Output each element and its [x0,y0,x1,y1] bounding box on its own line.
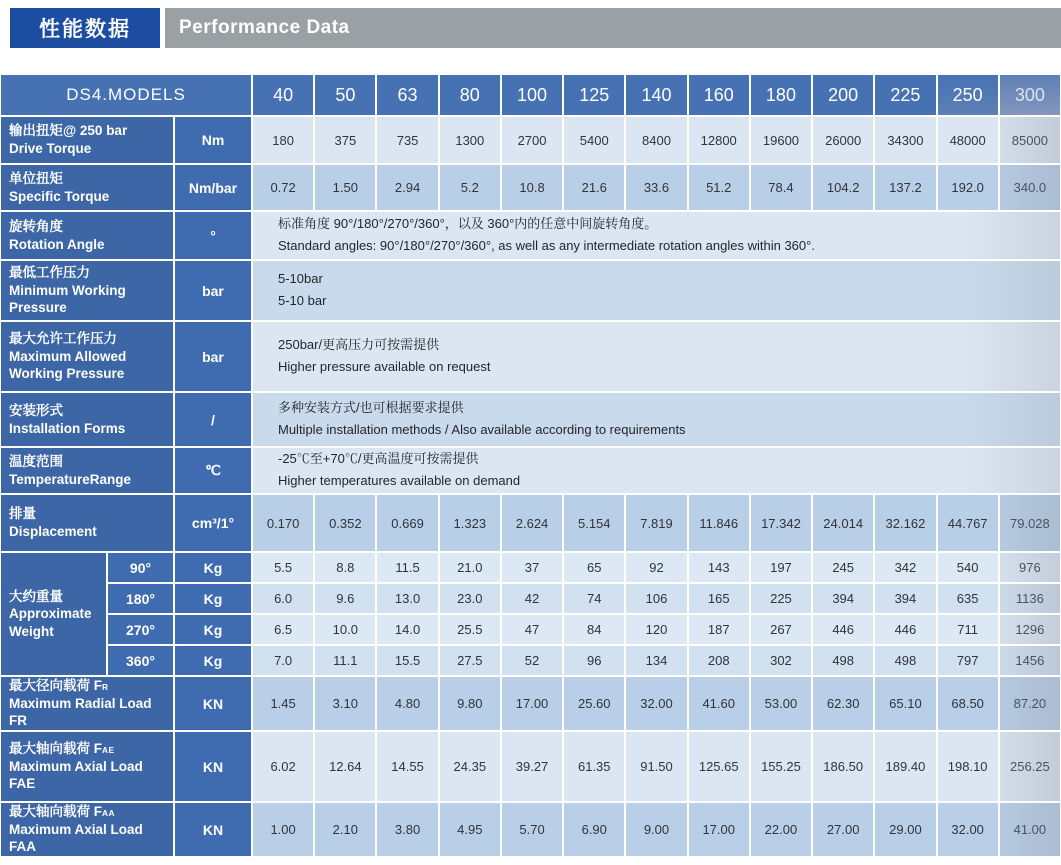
value-cell: 96 [564,646,624,675]
angle-sub-label: 360° [108,646,173,675]
row-label-zh: 输出扭矩@ 250 bar [9,123,128,139]
value-cell: 51.2 [689,165,749,210]
value-cell: 53.00 [751,677,811,730]
value-cell: 5.5 [253,553,313,582]
note-zh: -25℃至+70℃/更高温度可按需提供 [278,451,479,467]
value-cell: 180 [253,117,313,163]
row-unit: bar [175,322,251,391]
value-cell: 39.27 [502,732,562,801]
value-cell: 29.00 [875,803,935,856]
note-zh: 多种安装方式/也可根据要求提供 [278,400,464,416]
row-label-en: Maximum Radial Load FR [9,695,152,729]
value-cell: 37 [502,553,562,582]
value-cell: 1.323 [440,495,500,551]
value-cell: 340.0 [1000,165,1060,210]
value-cell: 197 [751,553,811,582]
value-cell: 17.342 [751,495,811,551]
row-label [1,117,173,163]
row-label-group [1,553,106,675]
row-unit: ° [175,212,251,259]
row-note [253,448,1060,493]
row-label [1,448,173,493]
value-cell: 44.767 [938,495,998,551]
row-label-zh-subscript: AE [102,745,115,756]
model-column-header: 40 [253,75,313,115]
row-label-en: Installation Forms [9,420,126,436]
value-cell: 189.40 [875,732,935,801]
value-cell: 394 [875,584,935,613]
row-unit: KN [175,803,251,856]
value-cell: 797 [938,646,998,675]
value-cell: 137.2 [875,165,935,210]
row-label-en: Displacement [9,524,97,539]
value-cell: 25.5 [440,615,500,644]
value-cell: 13.0 [377,584,437,613]
model-column-header: 250 [938,75,998,115]
value-cell: 711 [938,615,998,644]
row-label-zh: 最大轴向载荷 FAE [9,741,115,757]
value-cell: 65 [564,553,624,582]
table-corner-header: DS4.MODELS [1,75,251,115]
note-en: Standard angles: 90°/180°/270°/360°, as well as any intermediate rotation angles within 360°. [278,238,815,253]
row-unit: KN [175,677,251,730]
row-label [1,261,173,320]
model-column-header: 125 [564,75,624,115]
value-cell: 5.70 [502,803,562,856]
row-label [1,732,173,801]
model-column-header: 180 [751,75,811,115]
value-cell: 2.10 [315,803,375,856]
value-cell: 34300 [875,117,935,163]
value-cell: 91.50 [626,732,686,801]
value-cell: 143 [689,553,749,582]
value-cell: 14.55 [377,732,437,801]
value-cell: 498 [875,646,935,675]
value-cell: 1.50 [315,165,375,210]
value-cell: 74 [564,584,624,613]
value-cell: 65.10 [875,677,935,730]
row-label [1,393,173,446]
title-bar [0,8,1061,48]
value-cell: 25.60 [564,677,624,730]
value-cell: 84 [564,615,624,644]
row-label [1,495,173,551]
value-cell: 5.2 [440,165,500,210]
value-cell: 17.00 [689,803,749,856]
model-column-header: 200 [813,75,873,115]
value-cell: 42 [502,584,562,613]
value-cell: 635 [938,584,998,613]
note-en: 5-10 bar [278,293,327,308]
row-label-zh: 温度范围 [9,453,63,469]
value-cell: 186.50 [813,732,873,801]
row-unit: Kg [175,646,251,675]
value-cell: 3.10 [315,677,375,730]
page-title-en: Performance Data [165,8,1061,48]
performance-table [1,75,1060,856]
row-label [1,165,173,210]
model-column-header: 300 [1000,75,1060,115]
row-label-zh: 最大轴向载荷 FAA [9,804,116,820]
value-cell: 245 [813,553,873,582]
row-label-zh-subscript: AA [102,808,116,819]
value-cell: 32.00 [626,677,686,730]
value-cell: 41.60 [689,677,749,730]
value-cell: 1296 [1000,615,1060,644]
value-cell: 4.80 [377,677,437,730]
row-label-zh: 排量 [9,506,36,522]
note-zh: 5-10bar [278,271,323,287]
note-zh: 250bar/更高压力可按需提供 [278,337,440,353]
angle-sub-label: 90° [108,553,173,582]
value-cell: 125.65 [689,732,749,801]
value-cell: 11.5 [377,553,437,582]
value-cell: 394 [813,584,873,613]
value-cell: 256.25 [1000,732,1060,801]
row-label-en: Specific Torque [9,188,110,204]
note-zh: 标准角度 90°/180°/270°/360°，以及 360°内的任意中间旋转角度。 [278,216,658,232]
value-cell: 8.8 [315,553,375,582]
value-cell: 198.10 [938,732,998,801]
value-cell: 12800 [689,117,749,163]
row-unit: Kg [175,615,251,644]
row-label-en: TemperatureRange [9,471,132,487]
row-note [253,393,1060,446]
row-label-en: Maximum Axial Load FAA [9,821,143,855]
value-cell: 498 [813,646,873,675]
page-title-zh: 性能数据 [10,8,160,48]
value-cell: 85000 [1000,117,1060,163]
row-label-en: Rotation Angle [9,236,105,252]
row-unit: Kg [175,553,251,582]
value-cell: 0.669 [377,495,437,551]
angle-sub-label: 270° [108,615,173,644]
value-cell: 7.0 [253,646,313,675]
value-cell: 225 [751,584,811,613]
value-cell: 6.90 [564,803,624,856]
value-cell: 302 [751,646,811,675]
value-cell: 26000 [813,117,873,163]
value-cell: 165 [689,584,749,613]
row-label-zh: 单位扭矩 [9,170,63,186]
value-cell: 21.0 [440,553,500,582]
row-label-zh-subscript: R [102,682,109,693]
row-label [1,322,173,391]
value-cell: 52 [502,646,562,675]
value-cell: 446 [875,615,935,644]
value-cell: 4.95 [440,803,500,856]
angle-sub-label: 180° [108,584,173,613]
value-cell: 2700 [502,117,562,163]
value-cell: 735 [377,117,437,163]
value-cell: 7.819 [626,495,686,551]
model-column-header: 225 [875,75,935,115]
row-unit: Kg [175,584,251,613]
value-cell: 1456 [1000,646,1060,675]
row-label [1,212,173,259]
value-cell: 79.028 [1000,495,1060,551]
value-cell: 27.5 [440,646,500,675]
row-label-zh: 最低工作压力 [9,265,90,281]
row-label [1,803,173,856]
value-cell: 540 [938,553,998,582]
row-unit: bar [175,261,251,320]
row-label-zh: 最大允许工作压力 [9,331,117,347]
model-column-header: 160 [689,75,749,115]
row-note [253,212,1060,259]
value-cell: 976 [1000,553,1060,582]
value-cell: 19600 [751,117,811,163]
model-column-header: 80 [440,75,500,115]
value-cell: 41.00 [1000,803,1060,856]
row-unit: KN [175,732,251,801]
row-label-zh: 大约重量 [9,588,63,604]
row-label-en: Approximate Weight [9,606,92,639]
value-cell: 192.0 [938,165,998,210]
value-cell: 1.00 [253,803,313,856]
value-cell: 11.846 [689,495,749,551]
row-label [1,677,173,730]
model-column-header: 63 [377,75,437,115]
model-column-header: 50 [315,75,375,115]
value-cell: 5400 [564,117,624,163]
row-label-en: Drive Torque [9,141,92,156]
value-cell: 0.352 [315,495,375,551]
model-column-header: 140 [626,75,686,115]
value-cell: 9.00 [626,803,686,856]
row-unit: cm³/1° [175,495,251,551]
row-unit: / [175,393,251,446]
value-cell: 32.162 [875,495,935,551]
value-cell: 9.6 [315,584,375,613]
value-cell: 9.80 [440,677,500,730]
value-cell: 1136 [1000,584,1060,613]
value-cell: 92 [626,553,686,582]
row-label-en: Maximum Axial Load FAE [9,758,143,792]
row-label-zh: 安装形式 [9,402,63,418]
value-cell: 17.00 [502,677,562,730]
value-cell: 15.5 [377,646,437,675]
value-cell: 10.8 [502,165,562,210]
value-cell: 375 [315,117,375,163]
value-cell: 12.64 [315,732,375,801]
value-cell: 27.00 [813,803,873,856]
value-cell: 106 [626,584,686,613]
value-cell: 1.45 [253,677,313,730]
row-note [253,261,1060,320]
value-cell: 155.25 [751,732,811,801]
value-cell: 62.30 [813,677,873,730]
value-cell: 78.4 [751,165,811,210]
value-cell: 23.0 [440,584,500,613]
value-cell: 10.0 [315,615,375,644]
value-cell: 14.0 [377,615,437,644]
value-cell: 104.2 [813,165,873,210]
value-cell: 2.624 [502,495,562,551]
value-cell: 134 [626,646,686,675]
row-note [253,322,1060,391]
value-cell: 61.35 [564,732,624,801]
value-cell: 32.00 [938,803,998,856]
row-label-en: Minimum Working Pressure [9,282,126,316]
row-label-zh: 最大径向载荷 FR [9,678,109,694]
note-en: Multiple installation methods / Also available according to requirements [278,422,686,437]
model-column-header: 100 [502,75,562,115]
value-cell: 24.35 [440,732,500,801]
value-cell: 33.6 [626,165,686,210]
value-cell: 11.1 [315,646,375,675]
row-unit: Nm [175,117,251,163]
row-unit: Nm/bar [175,165,251,210]
note-en: Higher temperatures available on demand [278,473,521,488]
value-cell: 22.00 [751,803,811,856]
value-cell: 0.72 [253,165,313,210]
value-cell: 24.014 [813,495,873,551]
value-cell: 6.02 [253,732,313,801]
value-cell: 48000 [938,117,998,163]
value-cell: 5.154 [564,495,624,551]
value-cell: 2.94 [377,165,437,210]
value-cell: 120 [626,615,686,644]
value-cell: 47 [502,615,562,644]
value-cell: 0.170 [253,495,313,551]
value-cell: 3.80 [377,803,437,856]
value-cell: 87.20 [1000,677,1060,730]
value-cell: 342 [875,553,935,582]
value-cell: 1300 [440,117,500,163]
value-cell: 6.5 [253,615,313,644]
row-label-en: Maximum Allowed Working Pressure [9,348,127,382]
value-cell: 21.6 [564,165,624,210]
value-cell: 267 [751,615,811,644]
value-cell: 68.50 [938,677,998,730]
row-label-zh: 旋转角度 [9,218,63,234]
value-cell: 446 [813,615,873,644]
note-en: Higher pressure available on request [278,359,491,374]
value-cell: 8400 [626,117,686,163]
row-unit: ℃ [175,448,251,493]
value-cell: 208 [689,646,749,675]
value-cell: 6.0 [253,584,313,613]
value-cell: 187 [689,615,749,644]
